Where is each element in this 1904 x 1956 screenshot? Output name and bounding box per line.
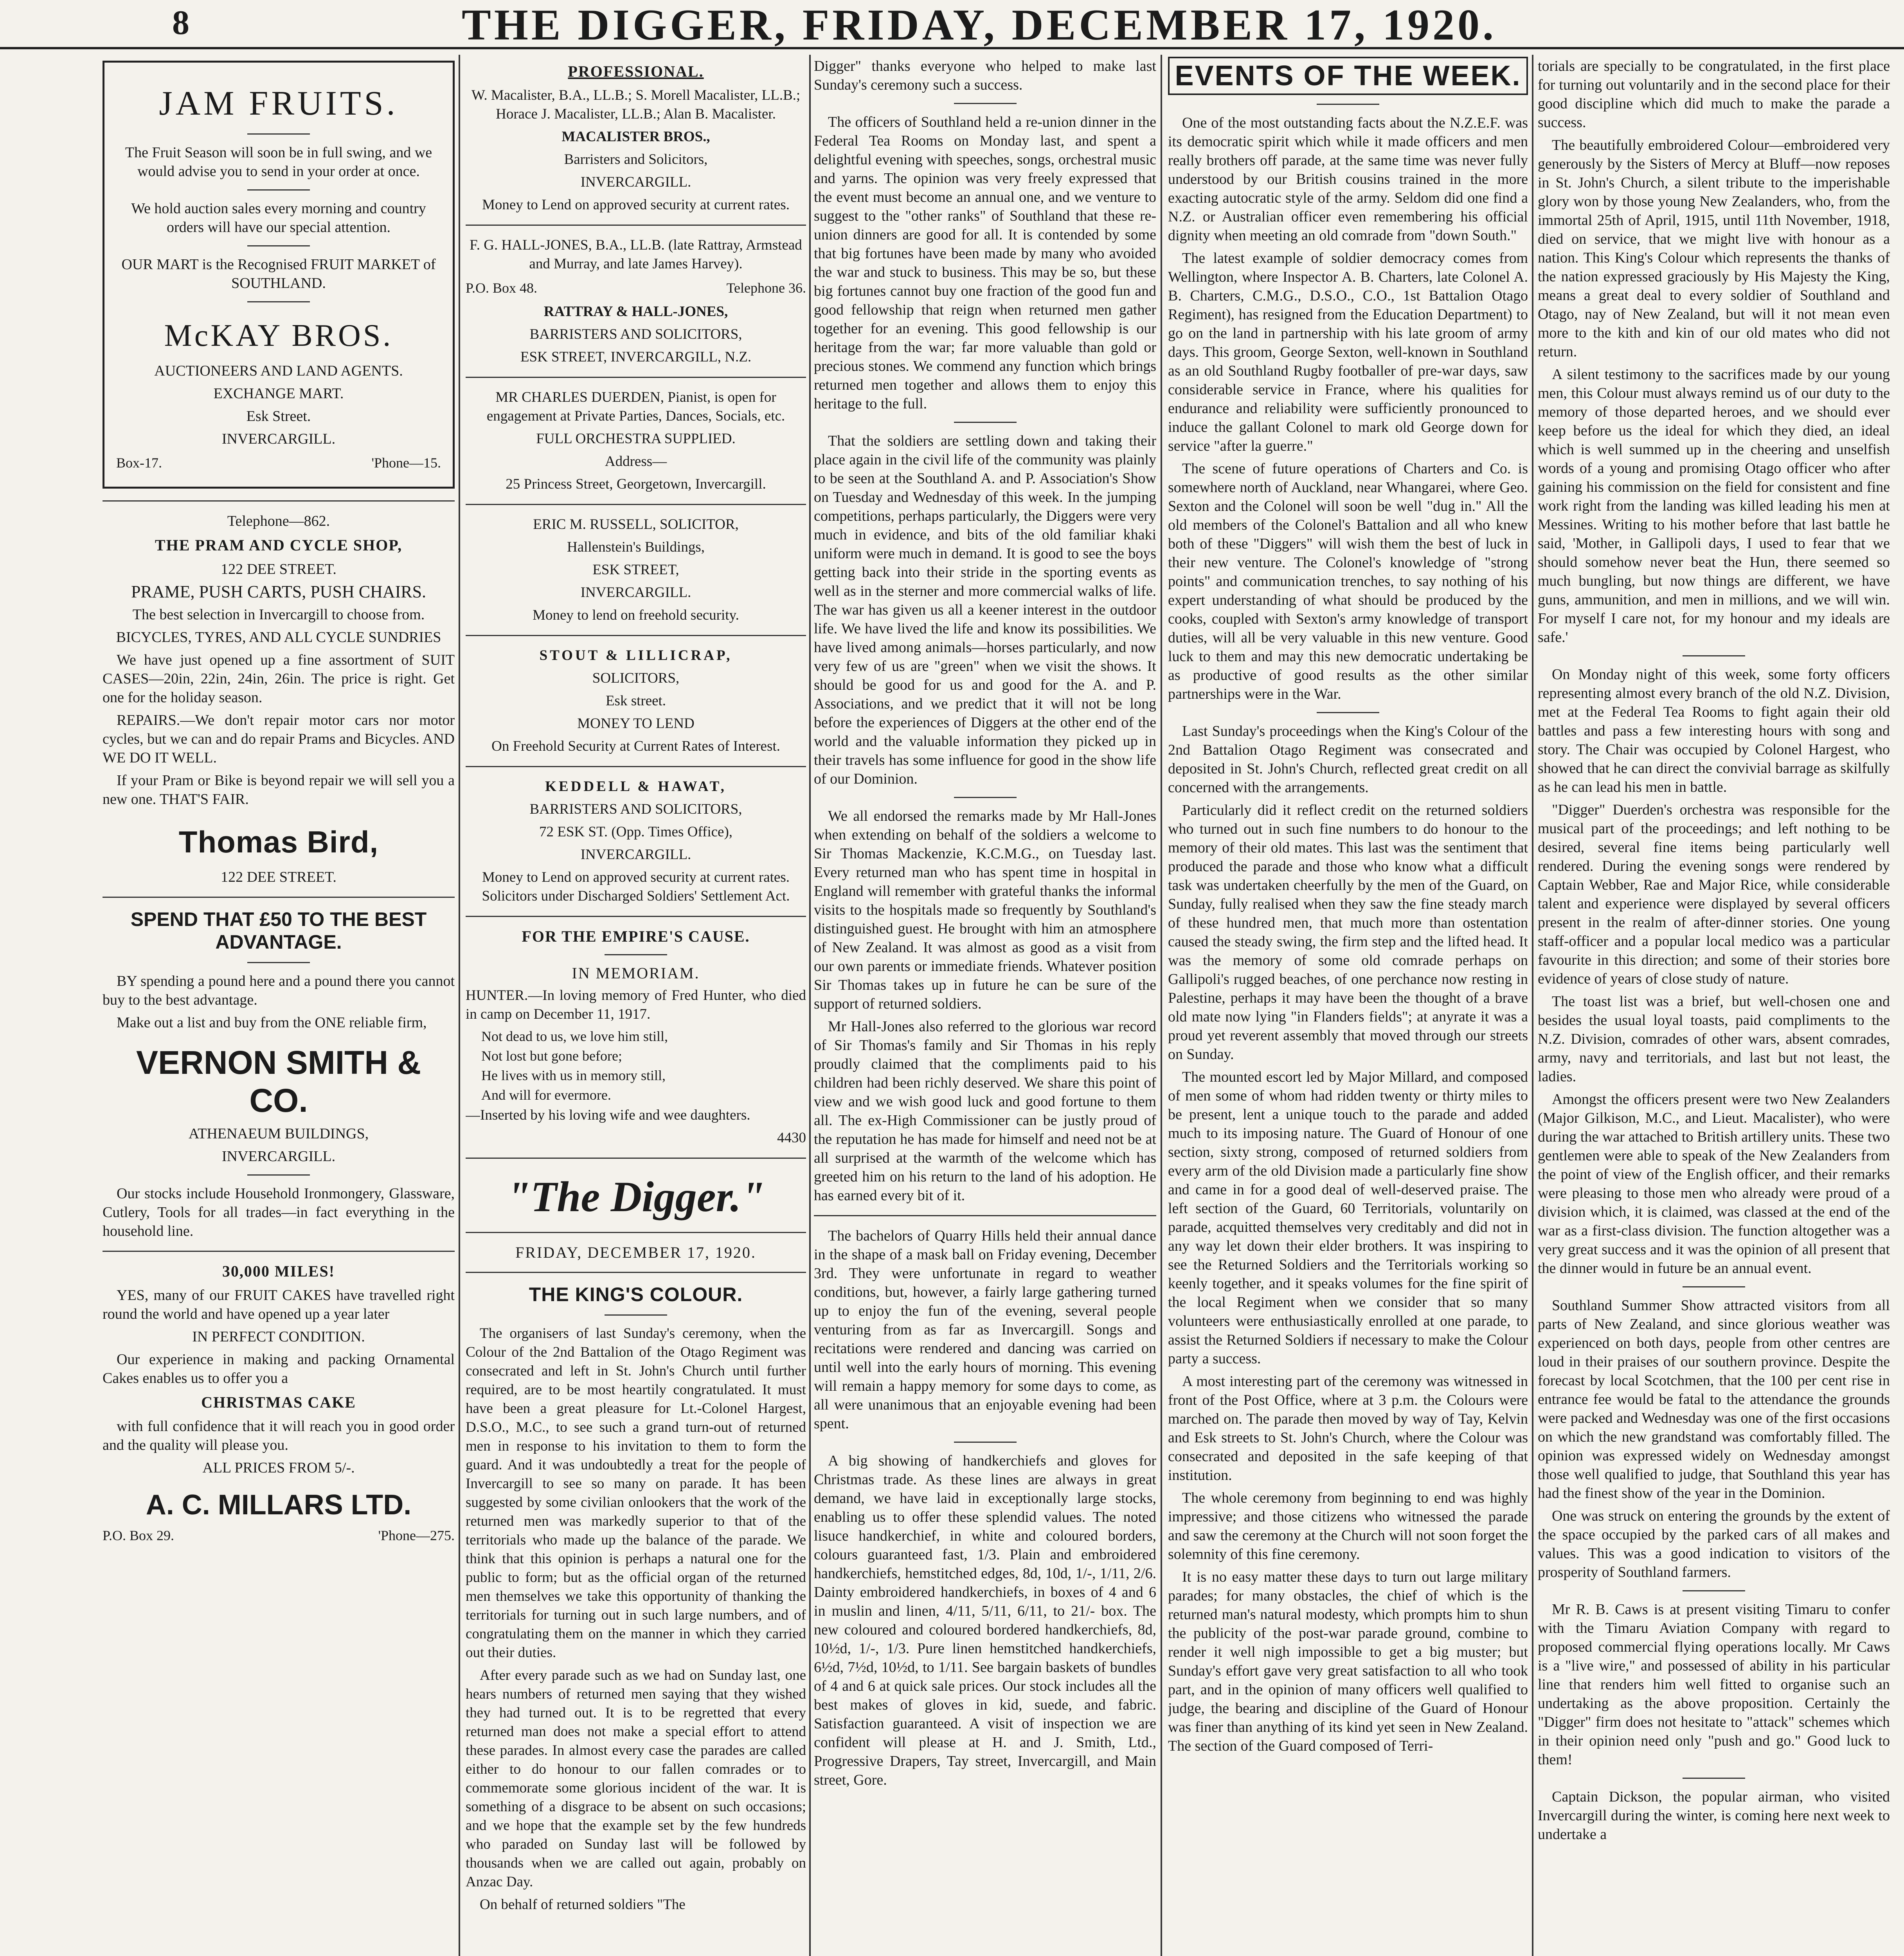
memoriam-text: HUNTER.—In loving memory of Fred Hunter, who died in camp on December 11, 1917. — [466, 987, 806, 1022]
card-text: Address— — [605, 453, 667, 469]
article-paragraph: On Monday night of this week, some forty officers representing almost every branch of the old N.Z. Division, met at the Federal Tea Rooms to fight again their old battles and pass a few interesting hours with song and story. The Chair was occupied by Colonel Hargest, who showed that he can direct the convivial barrage as skilfully as he can lead his men in battle. — [1538, 666, 1890, 795]
ad-text: ALL PRICES FROM 5/-. — [202, 1460, 355, 1476]
card-text: 72 ESK ST. (Opp. Times Office), — [539, 824, 733, 840]
card-text: Money to Lend on approved security at current rates. — [482, 197, 790, 213]
ad-text: EXCHANGE MART. — [213, 385, 344, 402]
column-rule — [1161, 55, 1162, 1956]
divider — [466, 1272, 806, 1273]
firm-name: KEDDELL & HAWAT, — [545, 778, 727, 795]
firm-name: VERNON SMITH & CO. — [136, 1044, 421, 1119]
ad-address: 122 DEE STREET. — [221, 869, 337, 885]
column-events-of-the-week — [1168, 57, 1528, 1956]
ad-text: IN PERFECT CONDITION. — [192, 1329, 365, 1345]
article-paragraph: On behalf of returned soldiers "The — [480, 1897, 686, 1913]
po-box: P.O. Box 48. — [466, 280, 538, 296]
card-text: ESK STREET, — [592, 562, 679, 578]
article-paragraph: The whole ceremony from beginning to end was highly impressive; and those citizens who witnessed the parade and saw the ceremony at the Church will not soon forget the solemnity of this fine ceremony. — [1168, 1490, 1528, 1562]
ad-text: The best selection in Invercargill to choose from. — [132, 606, 425, 623]
card-text: Esk street. — [605, 693, 666, 709]
po-box: Box-17. — [116, 455, 162, 471]
phone: Telephone 36. — [726, 280, 806, 296]
article-paragraph: Particularly did it reflect credit on the returned soldiers who turned out in such fine numbers to do honour to the memory of their old mates. This last was the sentiment that produced the parade and those who know what a difficult task was undertaken cheerfully by the men of the Guard, on Sunday, fully realised when they saw the fine steady march of these hundred men, that much more than ostentation caused the steady swing, the firm step and the lifted head. It was the memory of some old comrade perhaps on Gallipoli's rugged beaches, of one perchance now resting in Palestine, perhaps it may have been the thought of a brave old mate now lying "in Flanders fields"; at anyrate it was a proud yet reverent assembly that moved through our streets on Sunday. — [1168, 802, 1528, 1062]
article-paragraph: That the soldiers are settling down and taking their place again in the civil life of the community was plainly to be seen at the Southland A. and P. Association's Show on Tuesday and Wednesday of this week. In the jumping competitions, perhaps particularly, the Diggers were very much in evidence, and bits of the old familiar khaki uniform were much in demand. It is good to see the boys getting back into their stride in the sporting events as well as in the sterner and more commercial walks of life. The war has given us all a keener interest in the outdoor life. We have lived the life and know its possibilities. We have lived among animals—horses particularly, and now very few of us are "green" when we visit the shows. It should be good for us and good for the A. and P. Associations, and we predict that it will not be long before the experiences of Diggers at the other end of the world and the valuable information they picked up in their travels has some influence for good in the show life of our Dominion. — [814, 433, 1156, 787]
divider — [466, 225, 806, 226]
article-paragraph: The beautifully embroidered Colour—embroidered very generously by the Sisters of Mercy at Bluff—now reposes in St. John's Church, a silent tribute to the imperishable glory won by those young New Zealanders, who, from the immortal 25th of April, 1915, until 11th November, 1918, died on service, that we might live with honour as a nation. This King's Colour which represents the thanks of the nation expressed graciously by His Majesty the King, means a great deal to every soldier of Southland and Otago, nay of New Zealand, but will it not mean even more to the kith and kin of our old mates who did not return. — [1538, 137, 1890, 360]
ad-text: Esk Street. — [246, 408, 311, 424]
article-paragraph: Amongst the officers present were two New Zealanders (Major Gilkison, M.C., and Lieut. Macalister), who were during the war attached to British artillery units. These two gentlemen were able to speak of the New Zealanders from the point of view of the English officer, and their remarks were pleasing to those men who already were proud of a division which, it is claimed, was classed at the end of the war as a first-class division. The function altogether was a very great success and it was the opinion of all present that the dinner would in future be an annual event. — [1538, 1091, 1890, 1276]
card-text: INVERCARGILL. — [580, 174, 691, 190]
ad-address: 122 DEE STREET. — [221, 561, 337, 577]
article-paragraph: Mr R. B. Caws is at present visiting Timaru to confer with the Timaru Aviation Company with regard to proposed commercial flying operations locally. Mr Caws is a "live wire," and possessed of ability in his particular line that renders him well fitted to organise such an undertaking as the above proposition. Certainly the "Digger" firm does not hesitate to "attack" schemes which in their opinion need only "push and go." Good luck to them! — [1538, 1601, 1890, 1768]
ad-text: We have just opened up a fine assortment of SUIT CASES—20in, 22in, 24in, 26in. The price is right. Get one for the holiday season. — [103, 652, 455, 706]
article-paragraph: The latest example of soldier democracy comes from Wellington, where Inspector A. B. Charters, late Colonel A. B. Charters, C.M.G., D.S.O., C.O., 1st Battalion Otago Regiment), has resigned from the Education Department) to go on the land in partnership with his late groom of army days. This groom, George Sexton, well-known in Southland as an old Southland Rugby footballer of pre-war days, saw considerable service in France, where his qualities for endurance and reliability were sufficiently pronounced to induce the gallant Colonel to mark old George down for service "after la guerre." — [1168, 250, 1528, 454]
article-paragraph: One was struck on entering the grounds by the extent of the space occupied by the parked cars of all makes and values. This was a good indication to visitors of the prosperity of Southland farmers. — [1538, 1508, 1890, 1580]
divider — [247, 245, 310, 246]
divider — [103, 1251, 455, 1252]
divider — [605, 954, 667, 955]
article-paragraph: We all endorsed the remarks made by Mr Hall-Jones when extending on behalf of the soldiers a welcome to Sir Thomas Mackenzie, K.C.M.G., on Tuesday last. Every returned man who has spent time in hospital in England will remember with grateful thanks the informal visits to the hospitals made so frequently by Southland's distinguished guest. He brought with him an atmosphere of New Zealand. It was almost as good as a visit from our own parents or immediate friends. Whatever position Sir Thomas takes up in future he can be sure of the support of returned soldiers. — [814, 808, 1156, 1012]
ad-address: INVERCARGILL. — [221, 1148, 336, 1165]
card-text: FULL ORCHESTRA SUPPLIED. — [536, 431, 736, 447]
divider — [954, 797, 1017, 798]
card-text: INVERCARGILL. — [580, 584, 691, 600]
article-paragraph: "Digger" Duerden's orchestra was responsible for the musical part of the proceedings; and left nothing to be desired, several fine items being particularly well rendered. During the evening songs were rendered by Captain Webber, Rae and Major Rice, while considerable talent and experience were displayed by several officers present in the realm of after-dinner stories. One young staff-officer and a popular local medico was a particular favourite in this direction; and some of their stories bore evidence of years of close study of nature. — [1538, 802, 1890, 987]
card-text: MONEY TO LEND — [577, 716, 695, 732]
divider — [466, 635, 806, 636]
divider — [1683, 1590, 1745, 1591]
editorial-masthead: "The Digger." — [507, 1173, 765, 1221]
divider — [605, 1314, 667, 1316]
divider — [466, 504, 806, 505]
card-text: 25 Princess Street, Georgetown, Invercargill. — [506, 476, 766, 492]
column-advertisements — [103, 57, 455, 1956]
article-paragraph: A silent testimony to the sacrifices made by our young men, this Colour must always remind us of our duty to the memory of those departed heroes, and we should ever keep before us the ideal for which they died, an ideal which is well summed up in the cheering and unselfish words of a young and promising Otago officer who after gaining his commission on the field for consistent and fine work right from the landing was killed leading his men at Messines. Writing to his mother before that last battle he said, 'Mother, in Gallipoli days, I used to fear that we should somehow never beat the Hun, there seemed so much bungling, but now things are different, we have guns, ammunition, and men in millions, and we will win. For myself I care not, for my honour and my ideals are safe.' — [1538, 366, 1890, 645]
card-text: W. Macalister, B.A., LL.B.; S. Morell Macalister, LL.B.; Horace J. Macalister, LL.B.; Alan B. Macalister. — [471, 87, 801, 122]
column-events-continued — [1538, 57, 1890, 1956]
section-heading: FOR THE EMPIRE'S CAUSE. — [522, 928, 750, 945]
card-text: Hallenstein's Buildings, — [567, 539, 705, 555]
editorial-date: FRIDAY, DECEMBER 17, 1920. — [515, 1244, 756, 1261]
ad-heading: JAM FRUITS. — [159, 84, 398, 122]
ad-text: with full confidence that it will reach you in good order and the quality will please you. — [103, 1418, 455, 1453]
firm-name: MACALISTER BROS., — [561, 129, 710, 145]
ad-text: If your Pram or Bike is beyond repair we will sell you a new one. THAT'S FAIR. — [103, 772, 455, 807]
divider — [814, 1215, 1156, 1216]
column-professional — [466, 57, 806, 1956]
millars-ad — [103, 1262, 455, 1544]
ad-text: Our stocks include Household Ironmongery, Glassware, Cutlery, Tools for all trades—in fact everything in the household line. — [103, 1185, 455, 1239]
telephone: Telephone—862. — [227, 513, 330, 529]
verse-line: Not dead to us, we love him still, — [481, 1028, 668, 1044]
ad-text: The Fruit Season will soon be in full swing, and we would advise you to send in your order at once. — [125, 144, 432, 180]
verse-line: Not lost but gone before; — [481, 1048, 622, 1064]
divider — [466, 1158, 806, 1159]
po-box: P.O. Box 29. — [103, 1528, 175, 1543]
divider — [954, 103, 1017, 104]
article-paragraph: Digger" thanks everyone who helped to make last Sunday's ceremony such a success. — [814, 58, 1156, 93]
events-heading: EVENTS OF THE WEEK. — [1168, 57, 1528, 95]
column-editorial-notes — [814, 57, 1156, 1956]
divider — [247, 962, 310, 963]
newspaper-title: THE DIGGER, FRIDAY, DECEMBER 17, 1920. — [462, 1, 1497, 49]
ad-text: PRAME, PUSH CARTS, PUSH CHAIRS. — [131, 582, 427, 601]
article-paragraph: After every parade such as we had on Sunday last, one hears numbers of returned men saying that they wished they had turned out. It is to be regretted that every returned man does not make a special effort to attend these parades. In almost every case the parades are called either to do honour to our fallen comrades or to commemorate some glorious incident of the war. It is something of a disgrace to be absent on such occasions; and we hope that the example set by the few hundreds who paraded on Sunday last will be followed by thousands when we are called out again, probably on Anzac Day. — [466, 1667, 806, 1890]
divider — [247, 1174, 310, 1176]
ad-address: ATHENAEUM BUILDINGS, — [188, 1125, 369, 1142]
phone: 'Phone—275. — [378, 1528, 455, 1543]
card-text: ESK STREET, INVERCARGILL, N.Z. — [520, 349, 752, 365]
verse-line: He lives with us in memory still, — [481, 1068, 666, 1083]
article-paragraph: The scene of future operations of Charters and Co. is somewhere north of Auckland, near Whangarei, where Geo. Sexton and the Colonel will soon be well "dug in." All the old members of the Colonel's Battalion and all who knew both of these "Diggers" will wish them the best of luck in their new venture. The Colonel's knowledge of "strong points" and communication trenches, to say nothing of his expert understanding of what should be produced by the cooks, coupled with Sexton's army knowledge of transport duties, will all be very valuable in this new venture. Good luck to them and may this new democratic undertaking be as productive of good results as the other similar partnerships were in the War. — [1168, 460, 1528, 702]
page-number: 8 — [172, 4, 189, 42]
article-paragraph: torials are specially to be congratulated, in the first place for turning out voluntarily and in the second place for their good discipline which did much to make the parade a success. — [1538, 58, 1890, 131]
card-text: Money to Lend on approved security at current rates. Solicitors under Discharged Soldiers' Settlement Act. — [482, 869, 790, 904]
divider — [103, 500, 455, 502]
divider — [247, 133, 310, 135]
article-paragraph: Mr Hall-Jones also referred to the glorious war record of Sir Thomas's family and Sir Thomas in his reply proudly claimed that the compliments paid to his children had been richly deserved. We share this point of view and we wish good luck and good fortune to them all. The ex-High Commissioner can be justly proud of the reputation he has made for himself and need not be at all surprised at the warmth of the welcome which has greeted him on his return to the land of his adoption. He has earned every bit of it. — [814, 1018, 1156, 1204]
divider — [954, 1442, 1017, 1443]
ad-text: CHRISTMAS CAKE — [201, 1393, 356, 1411]
divider — [247, 189, 310, 191]
divider — [466, 766, 806, 767]
divider — [1683, 1778, 1745, 1779]
article-paragraph: Last Sunday's proceedings when the King's Colour of the 2nd Battalion Otago Regiment was consecrated and deposited in St. John's Church, reflected great credit on all concerned with the arrangements. — [1168, 723, 1528, 796]
memoriam-text: —Inserted by his loving wife and wee daughters. — [466, 1107, 750, 1123]
divider — [466, 1232, 806, 1233]
firm-name: RATTRAY & HALL-JONES, — [543, 304, 728, 320]
article-paragraph: Captain Dickson, the popular airman, who visited Invercargill during the winter, is coming here next week to undertake a — [1538, 1789, 1890, 1843]
card-text: Money to lend on freehold security. — [533, 607, 739, 623]
article-heading: THE KING'S COLOUR. — [529, 1284, 743, 1305]
section-heading: PROFESSIONAL. — [568, 63, 704, 80]
article-paragraph: The mounted escort led by Major Millard, and composed of men some of whom had ridden twenty or thirty miles to be present, lent a unique touch to the parade and added much to its imposing nature. The Guard of Honour of one section, sixty strong, composed of returned soldiers from every arm of the old Division made a particularly fine show and came in for a good deal of well-deserved praise. The left section of the Guard, 60 Territorials, voluntarily on parade, acquitted themselves very creditably and did not in any way let down their elder brothers. It was inspiring to see the Returned Soldiers and the Territorials working so keenly together, and it speaks volumes for the fine spirit of the local Regiment when we consider that so many volunteers were enthusiastically enrolled at one parade, to assist the Returned Soldiers if necessary to make the Colour party a success. — [1168, 1069, 1528, 1367]
firm-name: A. C. MILLARS LTD. — [146, 1489, 412, 1521]
card-text: SOLICITORS, — [592, 670, 680, 686]
memoriam-heading: IN MEMORIAM. — [572, 964, 700, 982]
ad-text: OUR MART is the Recognised FRUIT MARKET of SOUTHLAND. — [121, 256, 436, 291]
divider — [1317, 104, 1379, 105]
masthead — [0, 0, 1904, 49]
card-text: MR CHARLES DUERDEN, Pianist, is open for engagement at Private Parties, Dances, Socials, etc. — [486, 389, 785, 424]
divider — [103, 897, 455, 898]
article-paragraph: The bachelors of Quarry Hills held their annual dance in the shape of a mask ball on Friday evening, December 3rd. They were unfortunate in regard to weather conditions, but, however, a fairly large gathering turned up to enjoy the fun of the evening, several people venturing from as far as Invercargill. Songs and recitations were rendered and dancing was carried on until well into the early hours of morning. This evening will remain a happy memory for some days to come, as all were unanimous that an enjoyable evening had been spent. — [814, 1228, 1156, 1432]
divider — [1683, 655, 1745, 656]
ad-text: BY spending a pound here and a pound there you cannot buy to the best advantage. — [103, 973, 455, 1008]
card-text: Barristers and Solicitors, — [564, 151, 708, 167]
card-text: BARRISTERS AND SOLICITORS, — [529, 801, 742, 817]
verse-line: And will for evermore. — [481, 1087, 611, 1103]
ad-text: We hold auction sales every morning and country orders will have our special attention. — [131, 200, 426, 236]
card-text: On Freehold Security at Current Rates of Interest. — [491, 738, 780, 754]
ad-text: YES, many of our FRUIT CAKES have travelled right round the world and have opened up a year later — [103, 1287, 455, 1322]
divider — [1317, 712, 1379, 713]
ad-heading: THE PRAM AND CYCLE SHOP, — [155, 536, 403, 554]
divider — [247, 301, 310, 302]
article-paragraph: Southland Summer Show attracted visitors from all parts of New Zealand, and since glorious weather was experienced on both days, people from other centres are loud in their praises of our southern province. Despite the forecast by local Scotchmen, that the 100 per cent rise in entrance fee would be fatal to the attendance the grounds were packed and Wednesday was one of the first occasions on which the new grandstand was comfortably filled. The opinion was expressed widely on Wednesday amongst those well qualified to judge, that Southland this year has had the finest show of the year in the Dominion. — [1538, 1297, 1890, 1501]
divider — [1683, 1286, 1745, 1287]
ad-text: AUCTIONEERS AND LAND AGENTS. — [154, 363, 403, 379]
article-paragraph: The organisers of last Sunday's ceremony, when the Colour of the 2nd Battalion of the Otago Regiment was consecrated and left in St. John's Church until further required, are to be most heartily congratulated. It must have been a great pleasure for Lt.-Colonel Hargest, D.S.O., M.C., to see such a grand turn-out of returned men in response to his invitation to them to form the guard. And it was undoubtedly a treat for the people of Invercargill to see so many on parade. It has been suggested by some civilian onlookers that the work of the returned men was markedly superior to that of the territorials who made up the balance of the parade. We think that this opinion is perhaps a natural one for the public to form; but as the official organ of the returned men themselves we take this opportunity of thanking the territorials for turning out in such large numbers, and of congratulating them on the manner in which they carried out their duties. — [466, 1325, 806, 1661]
ad-text: Make out a list and buy from the ONE reliable firm, — [117, 1014, 427, 1031]
card-text: F. G. HALL-JONES, B.A., LL.B. (late Rattray, Armstead and Murray, and late James Harvey). — [470, 237, 802, 272]
firm-name: McKAY BROS. — [164, 318, 393, 353]
column-rule — [1532, 55, 1533, 1956]
column-rule — [809, 55, 811, 1956]
firm-name: STOUT & LILLICRAP, — [539, 647, 732, 663]
ad-heading: SPEND THAT £50 TO THE BEST ADVANTAGE. — [130, 908, 427, 953]
vernon-smith-ad — [103, 908, 455, 1240]
ad-text: INVERCARGILL. — [221, 431, 336, 447]
article-paragraph: The officers of Southland held a re-union dinner in the Federal Tea Rooms on Monday last, and spent a delightful evening with speeches, songs, orchestral music and yarns. The opinion was very freely expressed that the event must become an annual one, and we venture to suggest to the "other ranks" of Southland that these re-union dinners are good for all. It is contended by some that big fortunes have been made by many who avoided the war and stuck to business. This may be so, but these big fortunes cannot buy one fraction of the good fun and good fellowship that reign when returned men gather together for an evening. This good fellowship is our heritage from the war; far more valuable than gold or precious stones. We commend any function which brings returned men together and allows them to enjoy this heritage to the full. — [814, 114, 1156, 412]
phone: 'Phone—15. — [371, 455, 441, 471]
notice-number: 4430 — [777, 1130, 806, 1146]
card-text: BARRISTERS AND SOLICITORS, — [529, 326, 742, 342]
card-text: INVERCARGILL. — [580, 847, 691, 863]
pram-cycle-ad — [103, 512, 455, 886]
card-text: ERIC M. RUSSELL, SOLICITOR, — [533, 516, 739, 532]
jam-fruits-ad — [103, 61, 455, 489]
divider — [466, 377, 806, 378]
article-paragraph: It is no easy matter these days to turn out large military parades; for many obstacles, the chief of which is the returned man's natural modesty, which prompts him to shun the publicity of the post-war parade ground, combine to render it well nigh impossible to get a big muster; but Sunday's effort gave very great satisfaction to all who took part, and in the opinion of many officers well qualified to judge, the bearing and discipline of the Guard of Honour was finer than anything of its kind yet seen in New Zealand. The section of the Guard composed of Terri- — [1168, 1569, 1528, 1754]
article-paragraph: One of the most outstanding facts about the N.Z.E.F. was its democratic spirit which while it made officers and men really brothers off parade, at the same time was never fully understood by our British cousins trained in the more exacting autocratic style of the army. Seldom did one find a N.Z. or Australian officer even remembering his official dignity when meeting an old comrade from "down South." — [1168, 115, 1528, 244]
drapers-advert: A big showing of handkerchiefs and gloves for Christmas trade. As these lines are always in great demand, we have laid in exceptionally large stocks, enabling us to offer these splendid values. The noted lisuce handkerchief, in white and coloured borders, colours guaranteed fast, 1/3. Plain and embroidered handkerchiefs, hemstitched edges, 8d, 10d, 1/-, 1/11, 2/6. Dainty embroidered handkerchiefs, in boxes of 4 and 6 in muslin and linen, 4/11, 5/11, 6/11, to 21/- box. The new coloured and coloured bordered handkerchiefs, 8d, 10½d, 1/-, 1/3. Pure linen hemstitched handkerchiefs, 6½d, 7½d, 10½d, to 1/11. See bargain baskets of bundles of 4 and 6 at quick sale prices. Our stock includes all the best makes of gloves in kid, suede, and fabric. Satisfaction guaranteed. A visit of inspection we are confident will please at H. and J. Smith, Ltd., Progressive Drapers, Tay street, Invercargill, and Main street, Gore. — [814, 1453, 1156, 1788]
ad-heading: 30,000 MILES! — [222, 1262, 335, 1280]
ad-text: REPAIRS.—We don't repair motor cars nor motor cycles, but we can and do repair Prams and Bicycles. AND WE DO IT WELL. — [103, 712, 455, 766]
article-paragraph: A most interesting part of the ceremony was witnessed in front of the Post Office, where at 3 p.m. the Colours were marched on. The parade then moved by way of Tay, Kelvin and Esk streets to St. John's Church, where the Colour was consecrated and deposited in the safe keeping of that institution. — [1168, 1373, 1528, 1483]
ad-text: BICYCLES, TYRES, AND ALL CYCLE SUNDRIES — [116, 629, 441, 645]
divider — [954, 422, 1017, 423]
ad-text: Our experience in making and packing Ornamental Cakes enables us to offer you a — [103, 1351, 455, 1386]
column-rule — [459, 55, 460, 1956]
firm-name: Thomas Bird, — [178, 825, 379, 859]
divider — [466, 916, 806, 917]
article-paragraph: The toast list was a brief, but well-chosen one and besides the usual loyal toasts, paid compliments to the N.Z. Division, comrades of other wars, absent comrades, army, navy and territorials, and last but not least, the ladies. — [1538, 993, 1890, 1085]
